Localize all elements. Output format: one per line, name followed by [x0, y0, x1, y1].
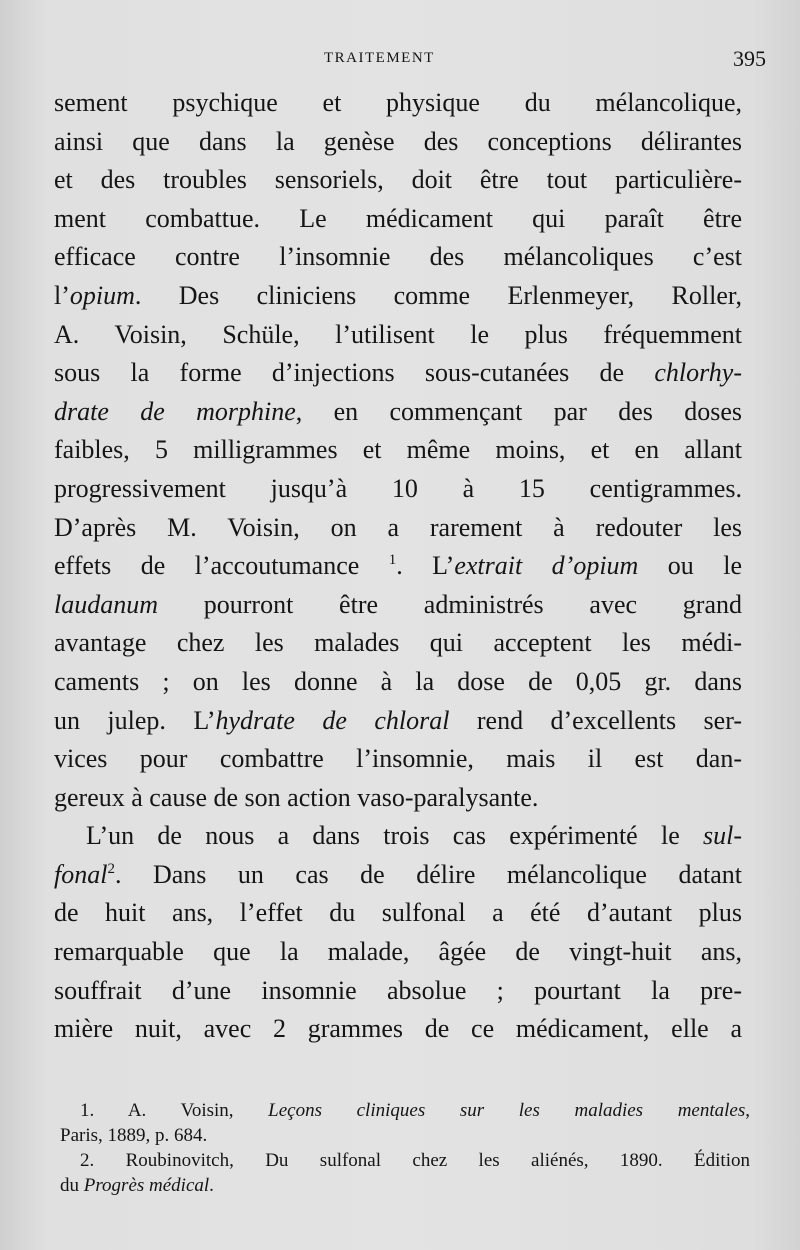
text-line: remarquable que la malade, âgée de vingt-huit ans, [54, 937, 742, 967]
italic-term: fonal [54, 859, 108, 889]
text-line: A. Voisin, Schüle, l’utilisent le plus fréquemment [54, 319, 742, 349]
text-line: faibles, 5 milligrammes et même moins, et en allant [54, 435, 742, 465]
text-line: D’après M. Voisin, on a rarement à redouter les [54, 512, 742, 542]
text-line: de huit ans, l’effet du sulfonal a été d’autant plus [54, 898, 742, 928]
text-line: ment combattue. Le médicament qui paraît être [54, 203, 742, 233]
text-line: ainsi que dans la genèse des conceptions délirantes [54, 126, 742, 156]
text-line: souffrait d’une insomnie absolue ; pourtant la pre- [54, 975, 742, 1005]
text-line: et des troubles sensoriels, doit être tout particulière- [54, 165, 742, 195]
footnote-2-cont: du Progrès médical. [60, 1175, 214, 1196]
italic-term: laudanum [54, 589, 158, 619]
text-line: mière nuit, avec 2 grammes de ce médicament, elle a [54, 1014, 742, 1044]
running-head: TRAITEMENT [324, 50, 435, 66]
text-line: L’un de nous a dans trois cas expérimenté le sul- [86, 821, 742, 851]
text-line: progressivement jusqu’à 10 à 15 centigrammes. [54, 473, 742, 503]
text-line: vices pour combattre l’insomnie, mais il est dan- [54, 744, 742, 774]
italic-term: opium [69, 280, 135, 310]
italic-term: hydrate de chloral [215, 705, 450, 735]
page-number: 395 [733, 46, 766, 71]
footnote-ref: 1 [388, 552, 397, 569]
text-line: un julep. L’hydrate de chloral rend d’excellents ser- [54, 705, 743, 735]
italic-title: Progrès médical [83, 1175, 210, 1196]
body-text [54, 84, 742, 1049]
italic-term: chlorhy- [654, 358, 742, 388]
italic-term: drate de morphine [54, 396, 296, 426]
footnotes [60, 1098, 750, 1198]
text-line: fonal$^2$. Dans un cas de délire mélancolique datant [54, 859, 742, 889]
text-line: avantage chez les malades qui acceptent les médi- [54, 628, 742, 658]
italic-term: sul- [703, 821, 742, 851]
footnote-ref: 2 [107, 860, 115, 877]
italic-term: extrait d’opium [454, 551, 639, 581]
footnote-1-cont: Paris, 1889, p. 684. [60, 1125, 208, 1146]
text-line: laudanum pourront être administrés avec grand [54, 589, 742, 619]
text-line: gereux à cause de son action vaso-paralysante. [54, 782, 539, 812]
footnote-2: 2. Roubinovitch, Du sulfonal chez les aliénés, 1890. Édition [80, 1150, 750, 1171]
text-line: effets de l’accoutumance $^1$. L’extrait d’opium ou le [54, 551, 742, 581]
text-line: sement psychique et physique du mélancolique, [54, 88, 742, 117]
text-line: efficace contre l’insomnie des mélancoliques c’est [54, 242, 742, 272]
footnote-1: 1. A. Voisin, Leçons cliniques sur les maladies mentales, [80, 1100, 750, 1121]
page-header [0, 46, 800, 76]
text-line: drate de morphine, en commençant par des doses [54, 396, 742, 426]
text-line: l’opium. Des cliniciens comme Erlenmeyer, Roller, [54, 280, 742, 310]
italic-title: Leçons cliniques sur les maladies mentales [268, 1100, 746, 1121]
text-line: caments ; on les donne à la dose de 0,05 gr. dans [54, 666, 742, 696]
text-line: sous la forme d’injections sous-cutanées de chlorhy- [54, 358, 742, 388]
